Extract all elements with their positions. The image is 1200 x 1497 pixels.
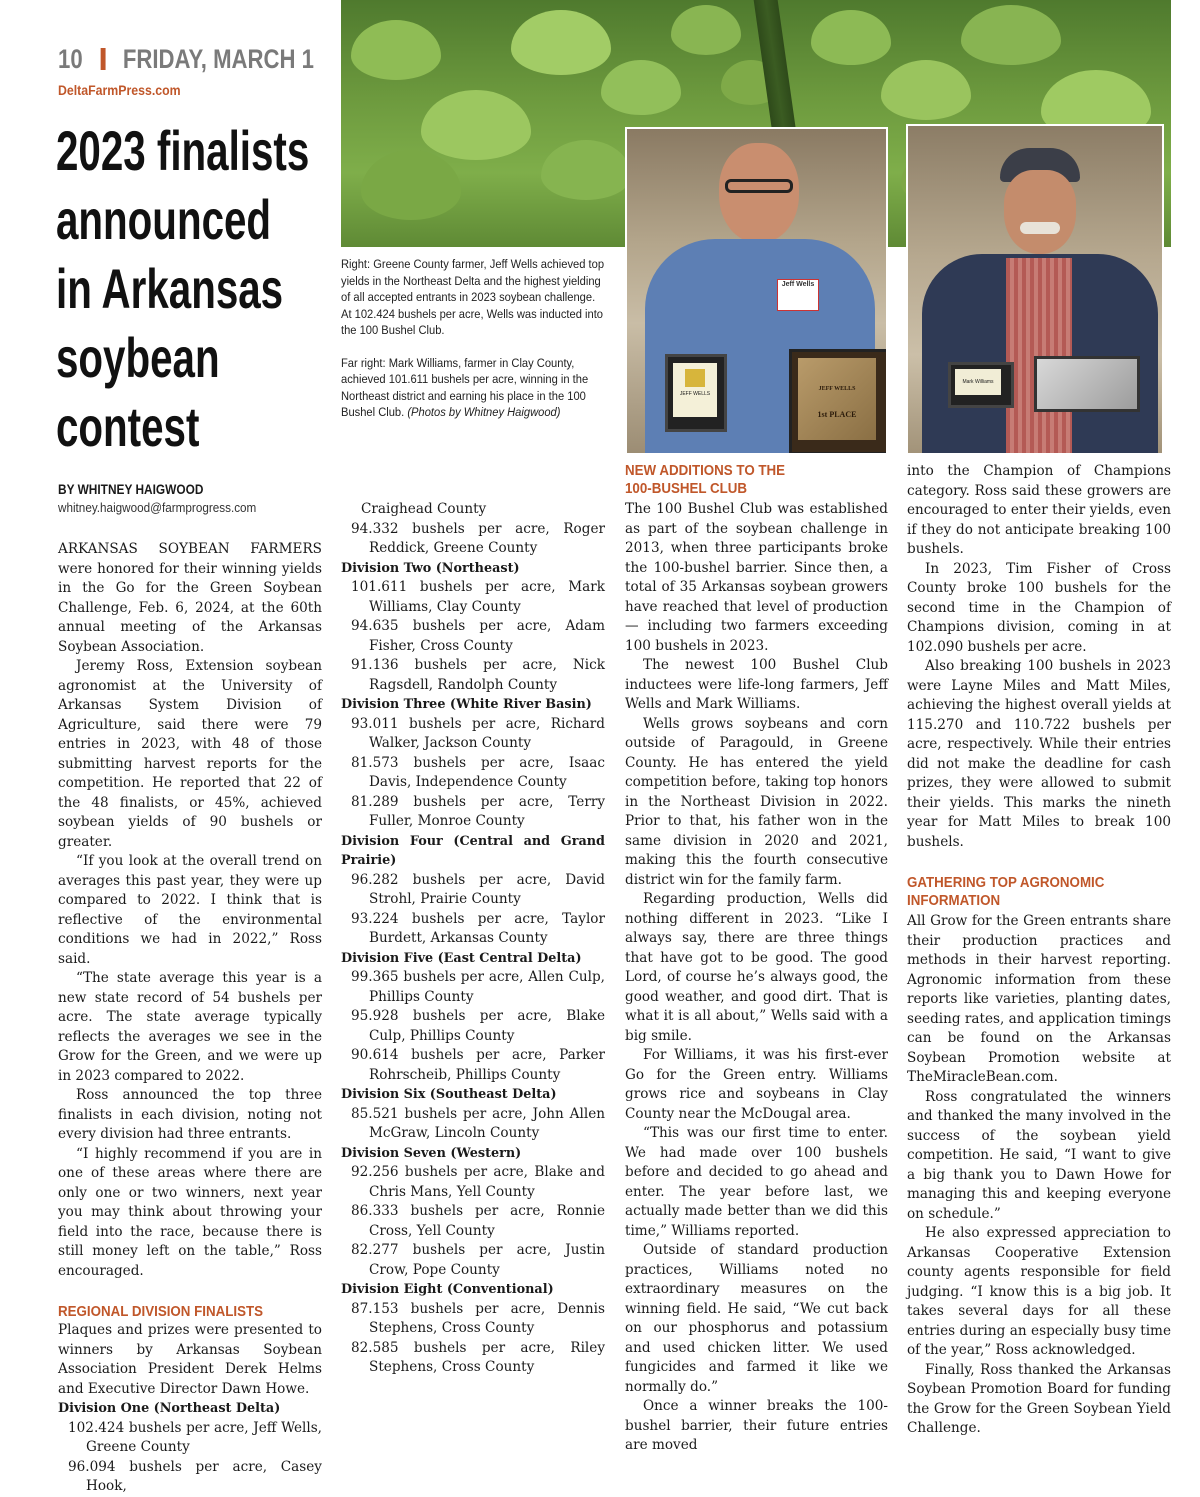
column-2 bbox=[341, 500, 605, 1378]
jeff-wells-head bbox=[719, 143, 799, 243]
page-number: 10 bbox=[58, 44, 83, 74]
lead-paragraph: ARKANSAS SOYBEAN FARMERS were honored for their winning yields in the Go for the Green Soybean Challenge, Feb. 6, 2024, at the 60th annual meeting of the Arkansas Soybean Association. bbox=[58, 541, 322, 655]
silver-plaque bbox=[1034, 356, 1140, 412]
plaque-plate bbox=[798, 358, 876, 440]
finalist-entry: 99.365 bushels per acre, Allen Culp, Phillips County bbox=[351, 969, 605, 1005]
section-heading bbox=[625, 462, 867, 498]
caption-far-right bbox=[341, 355, 607, 421]
paragraph: Ross announced the top three finalists in each division, noting not every division had three entrants. bbox=[58, 1087, 322, 1142]
small-plaque bbox=[665, 354, 727, 432]
issue-date: FRIDAY, MARCH 1 bbox=[122, 44, 314, 74]
column-4 bbox=[907, 462, 1171, 1439]
leaf bbox=[351, 20, 441, 80]
leaf bbox=[811, 10, 891, 65]
leaf bbox=[541, 140, 631, 200]
section-heading-line: NEW ADDITIONS TO THE bbox=[625, 463, 786, 479]
finalist-entry: 92.256 bushels per acre, Blake and Chris Mans, Yell County bbox=[351, 1164, 605, 1200]
plaque-place: 1st PLACE bbox=[817, 410, 857, 419]
division-title: Division Three (White River Basin) bbox=[341, 697, 592, 712]
finalist-entry: 81.289 bushels per acre, Terry Fuller, Monroe County bbox=[351, 793, 605, 829]
paragraph: All Grow for the Green entrants share their production practices and methods in their harvest reporting. Agronomic information from these reports like varieties, planting dates, seeding rates, and application timings can be found on the Arkansas Soybean Promotion website at TheMiracleBean.com. bbox=[907, 913, 1171, 1085]
small-plaque-name: JEFF WELLS bbox=[679, 391, 711, 397]
entry-continuation: Craighead County bbox=[361, 501, 487, 517]
paragraph: “If you look at the overall trend on averages this past year, they were up compared to 2022. I think that is reflective of the environmental conditions we had in 2022,” Ross said. bbox=[58, 853, 322, 967]
division-title: Division Two (Northeast) bbox=[341, 560, 520, 576]
jeff-wells-glasses bbox=[725, 179, 793, 193]
paragraph: Finally, Ross thanked the Arkansas Soybean Promotion Board for funding the Grow for the Green Soybean Yield Challenge. bbox=[907, 1361, 1171, 1436]
finalist-entry: 81.573 bushels per acre, Isaac Davis, Independence County bbox=[351, 754, 605, 790]
paragraph: Jeremy Ross, Extension soybean agronomist at the University of Arkansas System Division of Agriculture, said there were 79 entries in 2023, with 48 of those submitting harvest reports for the competition. He reported that 22 of the 48 finalists, or 45%, achieved soybean yields of 90 bushels or greater. bbox=[58, 658, 322, 850]
caption-far-right-text: Far right: Mark Williams, farmer in Clay County, achieved 101.611 bushels per acre, winning in the Northeast district and earning his place in the 100 Bushel Club. bbox=[341, 355, 589, 419]
small-plaque bbox=[948, 362, 1014, 408]
small-plaque-emblem bbox=[685, 369, 705, 387]
headline-line: in Arkansas bbox=[56, 257, 284, 320]
column-3 bbox=[625, 462, 888, 1456]
headline-line: announced bbox=[56, 188, 272, 251]
byline-email[interactable]: whitney.haigwood@farmprogress.com bbox=[58, 500, 257, 515]
leaf bbox=[601, 60, 681, 115]
name-tag-text: Jeff Wells bbox=[781, 281, 815, 288]
paragraph: Once a winner breaks the 100-bushel barrier, their future entries are moved bbox=[625, 1398, 888, 1453]
section-heading-line: INFORMATION bbox=[907, 893, 1001, 909]
mark-williams-photo bbox=[906, 124, 1164, 455]
leaf bbox=[881, 60, 971, 120]
finalist-entry: 93.224 bushels per acre, Taylor Burdett, Arkansas County bbox=[351, 910, 605, 946]
division-title: Division One (Northeast Delta) bbox=[58, 1401, 281, 1416]
paragraph: The newest 100 Bushel Club inductees were life-long farmers, Jeff Wells and Mark Williams. bbox=[625, 657, 888, 712]
section-heading-line: 100-BUSHEL CLUB bbox=[625, 481, 748, 497]
paragraph: In 2023, Tim Fisher of Cross County broke 100 bushels for the second time in the Champion of Champions division, coming in at 102.090 bushels per acre. bbox=[907, 560, 1171, 655]
paragraph: Wells grows soybeans and corn outside of Paragould, in Greene County. He has entered the yield competition before, taking top honors in the Northeast Division in 2022. Prior to that, his father won in the same division in 2020 and 2021, making this the fourth consecutive district win for the family farm. bbox=[625, 715, 888, 888]
caption-right: Right: Greene County farmer, Jeff Wells achieved top yields in the Northeast Delta and the highest yielding of all accepted entrants in 2023 soybean challenge. At 102.424 bushels per acre, Wells was inducted into the 100 Bushel Club. bbox=[341, 257, 605, 337]
byline-author: BY WHITNEY HAIGWOOD bbox=[58, 482, 204, 497]
headline-line: 2023 finalists bbox=[56, 119, 310, 182]
paragraph: into the Champion of Champions category. Ross said these growers are encouraged to enter their yields, even if they do not anticipate breaking 100 bushels. bbox=[907, 463, 1171, 557]
site-url[interactable]: DeltaFarmPress.com bbox=[58, 82, 181, 98]
headline bbox=[56, 116, 310, 461]
paragraph: “The state average this year is a new state record of 54 bushels per acre. The state average typically reflects the averages we see in the Grow for the Green, and we were up in 2023 compared to 2022. bbox=[58, 970, 322, 1084]
paragraph: He also expressed appreciation to Arkansas Cooperative Extension county agents responsible for field judging. “I know this is a big job. It takes several days for all these entries during an especially busy time of the year,” Ross acknowledged. bbox=[907, 1225, 1171, 1358]
first-place-plaque bbox=[789, 349, 888, 455]
finalist-entry: 82.277 bushels per acre, Justin Crow, Pope County bbox=[351, 1242, 605, 1278]
leaf bbox=[671, 5, 741, 55]
header-divider bbox=[100, 48, 105, 70]
headline-line: contest bbox=[56, 395, 200, 458]
finalist-entry: 82.585 bushels per acre, Riley Stephens, Cross County bbox=[351, 1339, 605, 1375]
division-title: Division Six (Southeast Delta) bbox=[341, 1087, 557, 1102]
paragraph: Regarding production, Wells did nothing different in 2023. “Like I always say, there are three things that have got to be good. The good Lord, of course he’s always good, the good weather, and good dirt. That is what it is all about,” Wells said with a big smile. bbox=[625, 891, 888, 1044]
leaf bbox=[961, 5, 1061, 65]
finalist-entry: 94.635 bushels per acre, Adam Fisher, Cross County bbox=[351, 618, 605, 654]
division-title: Division Five (East Central Delta) bbox=[341, 950, 582, 966]
finalist-entry: 96.094 bushels per acre, Casey Hook, bbox=[68, 1458, 322, 1494]
name-tag bbox=[777, 279, 819, 311]
paragraph: Plaques and prizes were presented to winners by Arkansas Soybean Association President Derek Helms and Executive Director Dawn Howe. bbox=[58, 1322, 322, 1397]
finalist-entry: 86.333 bushels per acre, Ronnie Cross, Yell County bbox=[351, 1203, 605, 1239]
finalist-entry: 91.136 bushels per acre, Nick Ragsdell, Randolph County bbox=[351, 657, 605, 693]
paragraph: Also breaking 100 bushels in 2023 were Layne Miles and Matt Miles, achieving the highest overall yields at 115.270 and 110.722 bushels per acre, respectively. While their entries did not make the deadline for cash prizes, they were allowed to submit their yields. This marks the nineth year for Matt Miles to break 100 bushels. bbox=[907, 658, 1171, 850]
leaf bbox=[361, 150, 461, 220]
finalist-entry: 87.153 bushels per acre, Dennis Stephens, Cross County bbox=[351, 1300, 605, 1336]
plaque-name: JEFF WELLS bbox=[818, 386, 856, 392]
finalist-entry: 93.011 bushels per acre, Richard Walker, Jackson County bbox=[351, 715, 605, 751]
section-heading-line: GATHERING TOP AGRONOMIC bbox=[907, 875, 1105, 891]
finalist-entry: 95.928 bushels per acre, Blake Culp, Phillips County bbox=[351, 1008, 605, 1044]
small-plaque-face bbox=[673, 363, 717, 417]
finalist-entry: 85.521 bushels per acre, John Allen McGraw, Lincoln County bbox=[351, 1105, 605, 1141]
column-1 bbox=[58, 540, 322, 1497]
division-title: Division Seven (Western) bbox=[341, 1145, 522, 1161]
mark-williams-head bbox=[1004, 170, 1076, 254]
headline-line: soybean bbox=[56, 326, 220, 389]
page-header bbox=[58, 44, 314, 75]
small-plaque-name: Mark Williams bbox=[962, 379, 994, 385]
division-title: Division Eight (Conventional) bbox=[341, 1282, 554, 1297]
jeff-wells-photo bbox=[625, 127, 888, 455]
paragraph: Outside of standard production practices, Williams noted no extraordinary measures on the winning field. He said, “We cut back on our phosphorus and potassium and used chicken litter. We used fungicides and farmed it like we normally do.” bbox=[625, 1242, 888, 1395]
division-title: Division Four (Central and Grand Prairie) bbox=[341, 833, 605, 868]
leaf bbox=[511, 10, 611, 75]
photo-caption bbox=[341, 256, 633, 421]
leaf bbox=[421, 90, 531, 160]
section-heading bbox=[907, 874, 1150, 910]
regional-finalists-heading: REGIONAL DIVISION FINALISTS bbox=[58, 1304, 264, 1320]
finalist-entry: 96.282 bushels per acre, David Strohl, Prairie County bbox=[351, 871, 605, 907]
finalist-entry: 101.611 bushels per acre, Mark Williams, Clay County bbox=[351, 579, 605, 615]
paragraph: For Williams, it was his first-ever Go for the Green entry. Williams grows rice and soybeans in Clay County near the McDougal area. bbox=[625, 1047, 888, 1122]
mark-williams-mustache bbox=[1020, 222, 1060, 234]
finalist-entry: 94.332 bushels per acre, Roger Reddick, Greene County bbox=[351, 520, 605, 556]
paragraph: Ross congratulated the winners and thanked the many involved in the success of the soybean yield competition. He said, “I want to give a big thank you to Dawn Howe for managing this and keeping everyone on schedule.” bbox=[907, 1088, 1171, 1222]
finalist-entry: 102.424 bushels per acre, Jeff Wells, Greene County bbox=[68, 1419, 322, 1455]
finalist-entry: 90.614 bushels per acre, Parker Rohrscheib, Phillips County bbox=[351, 1047, 605, 1083]
paragraph: “This was our first time to enter. We had made over 100 bushels before and decided to go ahead and enter. The year before last, we actually made better than we did this time,” Williams reported. bbox=[625, 1125, 888, 1239]
paragraph: The 100 Bushel Club was established as part of the soybean challenge in 2013, when three participants broke the 100-bushel barrier. Since then, a total of 35 Arkansas soybean growers have reached that level of production — including two farmers exceeding 100 bushels in 2023. bbox=[625, 501, 888, 654]
small-plaque-face bbox=[955, 369, 1001, 395]
paragraph: “I highly recommend if you are in one of these areas where there are only one or two winners, next year you may think about throwing your field into the race, because there is still money left on the table,” Ross encouraged. bbox=[58, 1145, 322, 1279]
photo-credit: (Photos by Whitney Haigwood) bbox=[407, 405, 561, 419]
